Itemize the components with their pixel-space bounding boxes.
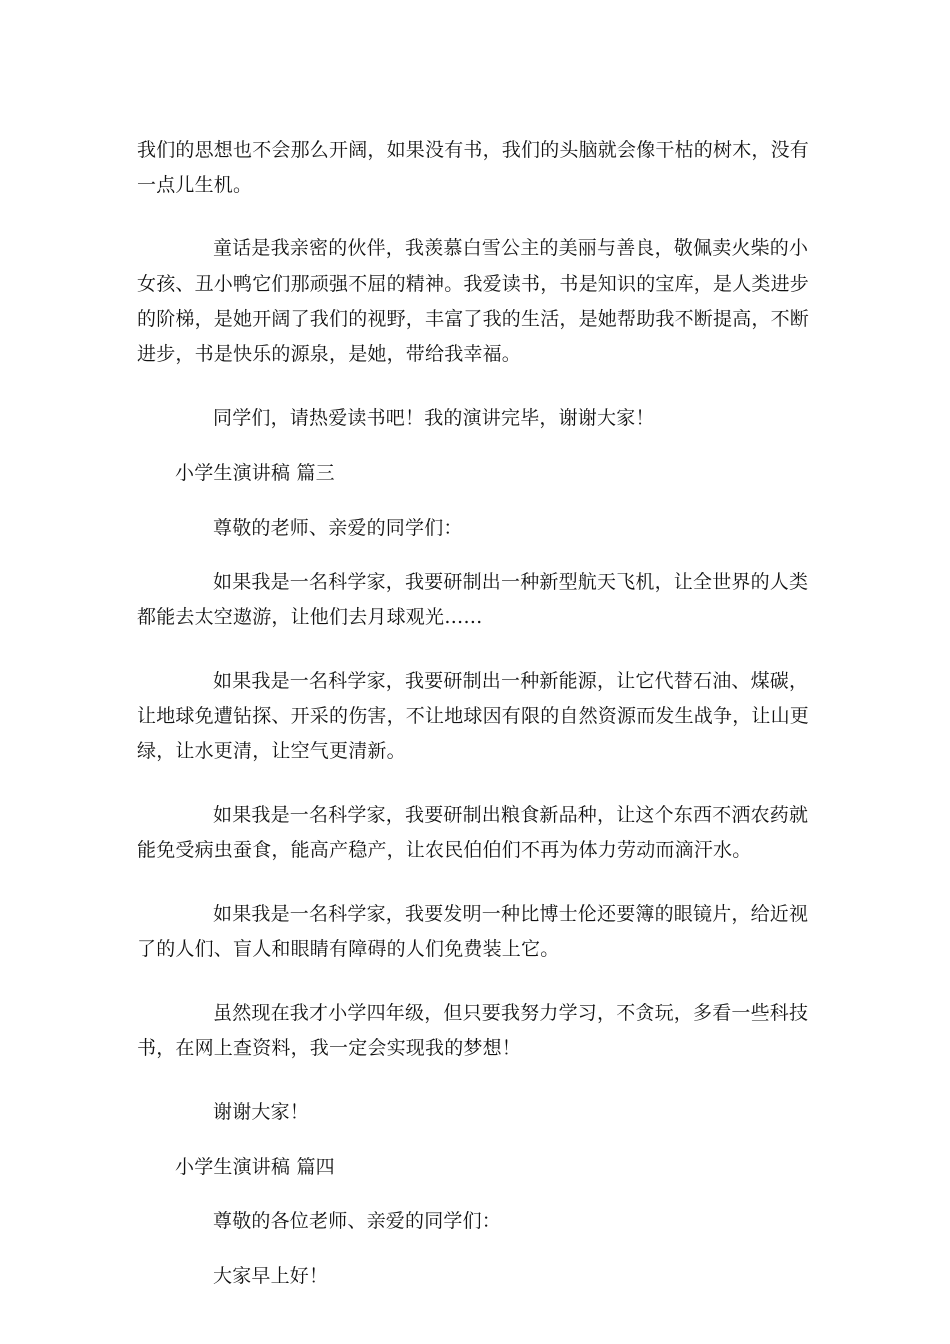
text-line: 如果我是一名科学家，我要研制出一种新型航天飞机，让全世界的人类 [213,571,809,593]
text-line: 大家早上好！ [213,1265,329,1287]
text-line: 谢谢大家！ [213,1101,310,1123]
section-heading: 小学生演讲稿 篇三 [175,462,335,484]
text-line: 尊敬的老师、亲爱的同学们： [213,517,463,539]
text-line: 一点儿生机。 [137,174,253,196]
text-line: 书，在网上查资料，我一定会实现我的梦想！ [137,1037,522,1059]
text-line: 女孩、丑小鸭它们那顽强不屈的精神。我爱读书，书是知识的宝库，是人类进步 [137,273,810,295]
text-line: 尊敬的各位老师、亲爱的同学们： [213,1210,502,1232]
text-line: 虽然现在我才小学四年级，但只要我努力学习，不贪玩，多看一些科技 [213,1002,809,1024]
text-line: 如果我是一名科学家，我要研制出粮食新品种，让这个东西不洒农药就 [213,804,809,826]
text-line: 的阶梯，是她开阔了我们的视野，丰富了我的生活，是她帮助我不断提高，不断 [137,308,810,330]
text-line: 如果我是一名科学家，我要研制出一种新能源，让它代替石油、煤碳， [213,670,809,692]
text-line: 都能去太空遨游，让他们去月球观光…… [137,606,483,628]
text-line: 如果我是一名科学家，我要发明一种比博士伦还要簿的眼镜片，给近视 [213,903,809,925]
text-line: 绿，让水更清，让空气更清新。 [137,740,406,762]
text-line: 我们的思想也不会那么开阔，如果没有书，我们的头脑就会像干枯的树木，没有 [137,139,810,161]
text-line: 了的人们、盲人和眼睛有障碍的人们免费装上它。 [137,938,560,960]
text-line: 同学们，请热爱读书吧！我的演讲完毕，谢谢大家！ [213,407,655,429]
text-line: 童话是我亲密的伙伴，我羡慕白雪公主的美丽与善良，敬佩卖火柴的小 [213,237,809,259]
section-heading: 小学生演讲稿 篇四 [175,1156,335,1178]
text-line: 能免受病虫蚕食，能高产稳产，让农民伯伯们不再为体力劳动而滴汗水。 [137,839,752,861]
text-line: 让地球免遭钻探、开采的伤害，不让地球因有限的自然资源而发生战争，让山更 [137,705,810,727]
text-line: 进步，书是快乐的源泉，是她，带给我幸福。 [137,343,522,365]
